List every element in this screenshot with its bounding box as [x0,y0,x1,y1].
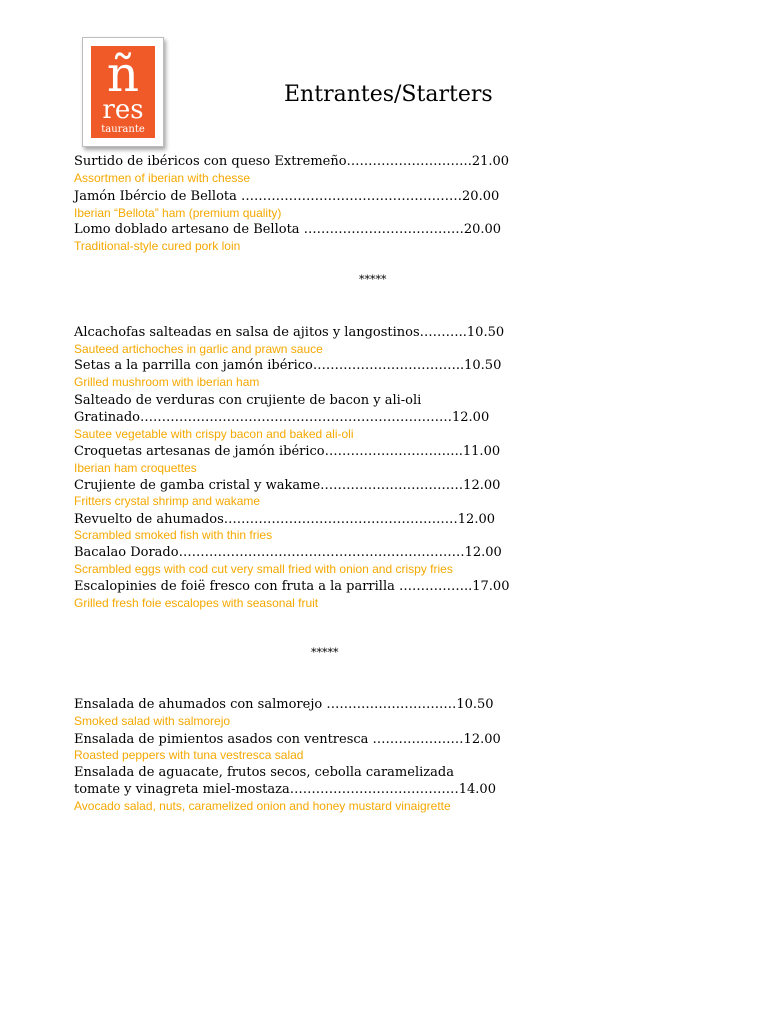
dish-translation: Fritters crystal shrimp and wakame [74,494,261,508]
dish-name: Setas a la parrilla con jamón ibérico……………………………..10.50 [74,358,502,373]
dish-translation: Avocado salad, nuts, caramelized onion and honey mustard vinaigrette [74,799,451,813]
dish-name: Lomo doblado artesano de Bellota ……………………………….20.00 [74,222,502,237]
dish-name: Ensalada de aguacate, frutos secos, cebolla caramelizada [74,765,454,780]
dish-name: Croquetas artesanas de jamón ibérico…………………………..11.00 [74,444,501,459]
dish-name: Surtido de ibéricos con queso Extremeño………………………..21.00 [74,154,510,169]
dish-translation: Sautee vegetable with crispy bacon and baked ali-oli [74,427,354,441]
dish-name: Crujiente de gamba cristal y wakame……………………………12.00 [74,478,501,493]
dish-translation: Grilled fresh foie escalopes with seasonal fruit [74,596,319,610]
logo-subtext: taurante [101,124,145,135]
logo-badge [91,46,155,138]
logo-letter: ñ [106,46,140,103]
dish-translation: Traditional-style cured pork loin [74,239,241,253]
dish-name: Jamón Ibércio de Bellota ……………………………………………20.00 [74,189,500,204]
logo [82,37,164,147]
dish-translation: Scrambled eggs with cod cut very small fried with onion and crispy fries [74,562,453,576]
dish-name: Ensalada de pimientos asados con ventresca …………………12.00 [74,732,501,747]
dish-translation: Scrambled smoked fish with thin fries [74,528,273,542]
dish-translation: Smoked salad with salmorejo [74,714,231,728]
dish-name: Alcachofas salteadas en salsa de ajitos y langostinos………..10.50 [74,325,505,340]
dish-translation: Roasted peppers with tuna vestresca salad [74,748,304,762]
dish-translation: Assortmen of iberian with chesse [74,171,251,185]
page-title: Entrantes/Starters [284,82,493,107]
dish-translation: Grilled mushroom with iberian ham [74,375,260,389]
dish-name: Escalopinies de foiё fresco con fruta a la parrilla ……………..17.00 [74,579,510,594]
dish-name: Revuelto de ahumados………………………………………………12.00 [74,512,495,527]
section-separator: ***** [359,273,387,286]
dish-translation: Iberian “Bellota” ham (premium quality) [74,206,282,220]
dish-name-continued: tomate y vinagreta miel-mostaza…………………………………14.00 [74,782,496,797]
dish-name: Salteado de verduras con crujiente de bacon y ali-oli [74,393,422,408]
dish-translation: Iberian ham croquettes [74,461,197,475]
dish-translation: Sauteed artichoches in garlic and prawn sauce [74,342,323,356]
dish-name-continued: Gratinado………………………………………………………………12.00 [74,410,490,425]
section-separator: ***** [311,646,339,659]
dish-name: Bacalao Dorado…………………………………………………………12.00 [74,545,502,560]
logo-word: res [102,95,144,125]
dish-name: Ensalada de ahumados con salmorejo …………………………10.50 [74,697,494,712]
